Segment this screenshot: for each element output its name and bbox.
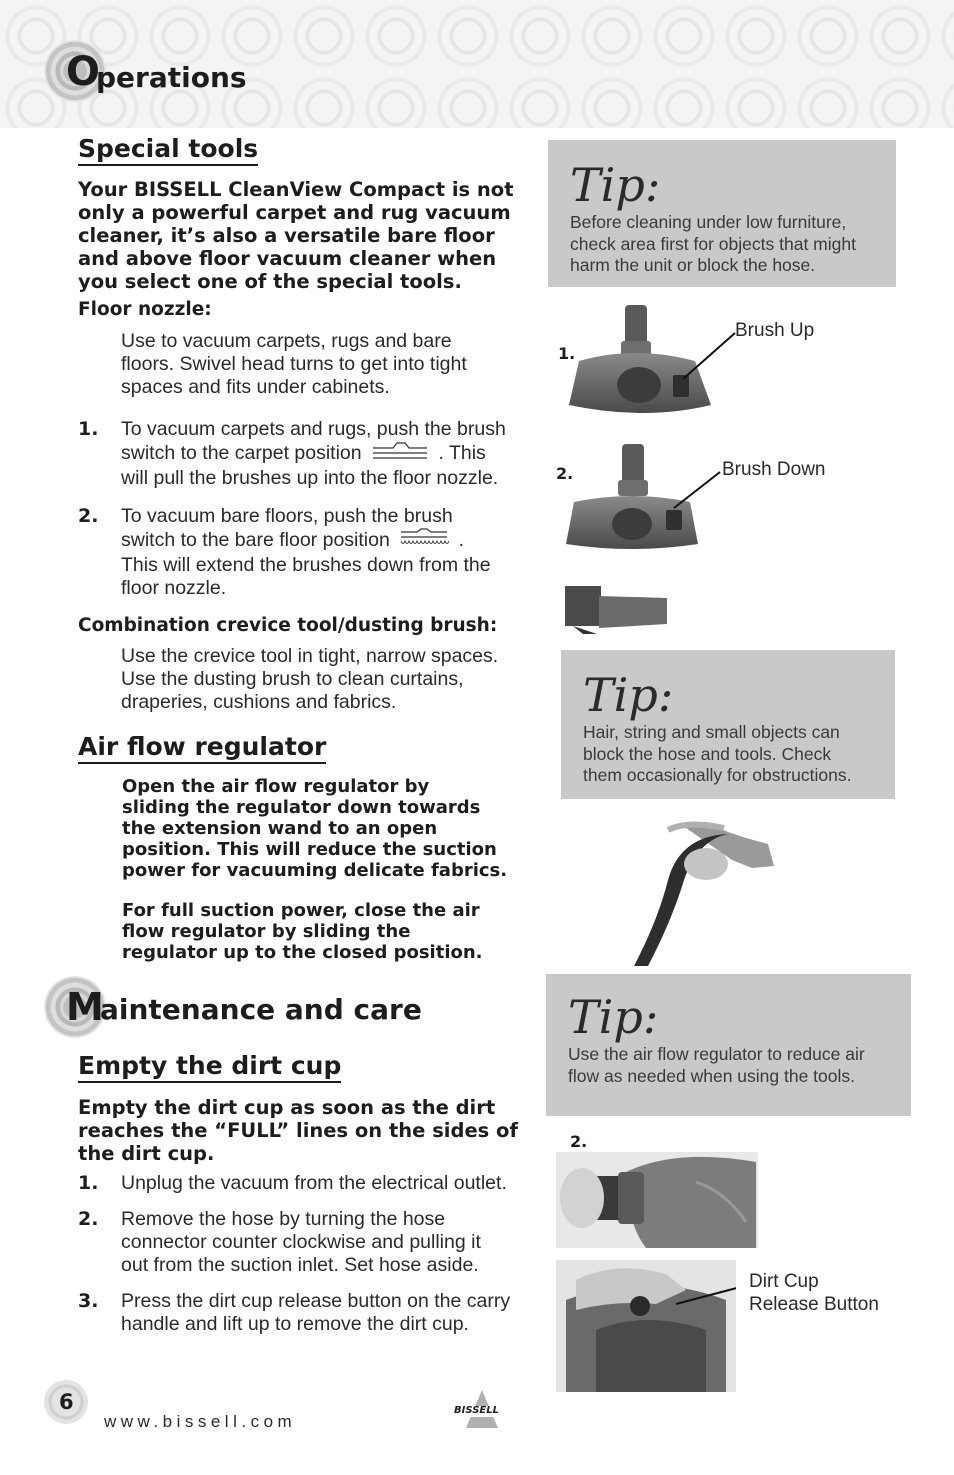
dirt-cup-step-2: Remove the hose by turning the hose connector counter clockwise and pulling it out from the suction inlet. Set hose aside. <box>121 1208 481 1276</box>
bissell-logo-text: BISSELL <box>454 1405 499 1416</box>
heading-special-tools: Special tools <box>78 136 258 166</box>
air-flow-paragraph-1: Open the air flow regulator by sliding the regulator down towards the extension wand to an open position. This will reduce the suction power for vacuuming delicate fabrics. <box>122 776 508 881</box>
bare-floor-position-icon <box>399 528 449 554</box>
dirt-cup-release-image <box>556 1260 736 1392</box>
hose-air-flow-regulator-image <box>628 820 778 968</box>
floor-nozzle-step-1: To vacuum carpets and rugs, push the brush switch to the carpet position . This will pull the brushes up into the floor nozzle. <box>121 418 506 489</box>
page-number: 6 <box>59 1390 74 1414</box>
tip-title: Tip: <box>570 158 661 212</box>
air-flow-paragraph-2: For full suction power, close the air flow regulator by sliding the regulator up to the closed position. <box>122 900 483 963</box>
section-title-operations: perations <box>96 61 247 94</box>
section-initial-letter: M <box>66 985 104 1029</box>
section-initial-letter: O <box>66 49 101 95</box>
photo-number: 2. <box>556 464 574 483</box>
heading-floor-nozzle: Floor nozzle: <box>78 299 212 320</box>
photo-number: 1. <box>558 344 576 363</box>
tip-box <box>561 650 895 799</box>
brush-down-label: Brush Down <box>722 459 826 480</box>
step-number: 3. <box>78 1290 99 1312</box>
tip-box <box>546 974 911 1116</box>
step-number: 2. <box>78 505 99 527</box>
crevice-tool-description: Use the crevice tool in tight, narrow spaces. Use the dusting brush to clean curtains, draperies, cushions and fabrics. <box>121 645 499 713</box>
dirt-cup-intro: Empty the dirt cup as soon as the dirt reaches the “FULL” lines on the sides of the dirt cup. <box>78 1096 518 1165</box>
step-number: 1. <box>78 1172 99 1194</box>
tip-text: Use the air flow regulator to reduce air flow as needed when using the tools. <box>568 1044 865 1086</box>
floor-nozzle-brush-down-image <box>562 444 742 552</box>
tip-title: Tip: <box>568 990 659 1044</box>
dirt-cup-step-3: Press the dirt cup release button on the carry handle and lift up to remove the dirt cup. <box>121 1290 511 1335</box>
photo-number: 2. <box>570 1132 588 1151</box>
tip-text: Hair, string and small objects can block the hose and tools. Check them occasionally for obstructions. <box>583 722 852 785</box>
brush-up-label: Brush Up <box>735 320 815 341</box>
carpet-position-icon <box>371 441 429 467</box>
footer-url: www.bissell.com <box>104 1412 297 1431</box>
section-title-maintenance: aintenance and care <box>100 993 422 1026</box>
tip-title: Tip: <box>583 668 674 722</box>
floor-nozzle-description: Use to vacuum carpets, rugs and bare floors. Swivel head turns to get into tight spaces and fits under cabinets. <box>121 330 467 398</box>
heading-crevice-tool: Combination crevice tool/dusting brush: <box>78 615 498 636</box>
tip-box <box>548 140 896 287</box>
tip-text: Before cleaning under low furniture, check area first for objects that might harm the unit or block the hose. <box>570 212 856 275</box>
crevice-tool-image <box>563 576 673 636</box>
step-number: 2. <box>78 1208 99 1230</box>
dirt-cup-release-label: Dirt Cup Release Button <box>749 1271 879 1315</box>
floor-nozzle-step-2: To vacuum bare floors, push the brush switch to the bare floor position . This will extend the brushes down from the floor nozzle. <box>121 505 491 599</box>
heading-air-flow-regulator: Air flow regulator <box>78 734 326 764</box>
step-number: 1. <box>78 418 99 440</box>
floor-nozzle-brush-up-image <box>565 305 745 420</box>
dirt-cup-step-1: Unplug the vacuum from the electrical outlet. <box>121 1172 507 1194</box>
heading-empty-dirt-cup: Empty the dirt cup <box>78 1053 341 1083</box>
hose-connector-image <box>556 1152 758 1248</box>
special-tools-intro: Your BISSELL CleanView Compact is not only a powerful carpet and rug vacuum cleaner, it’s also a versatile bare floor and above floor vacuum cleaner when you select one of the special tools. <box>78 178 514 293</box>
